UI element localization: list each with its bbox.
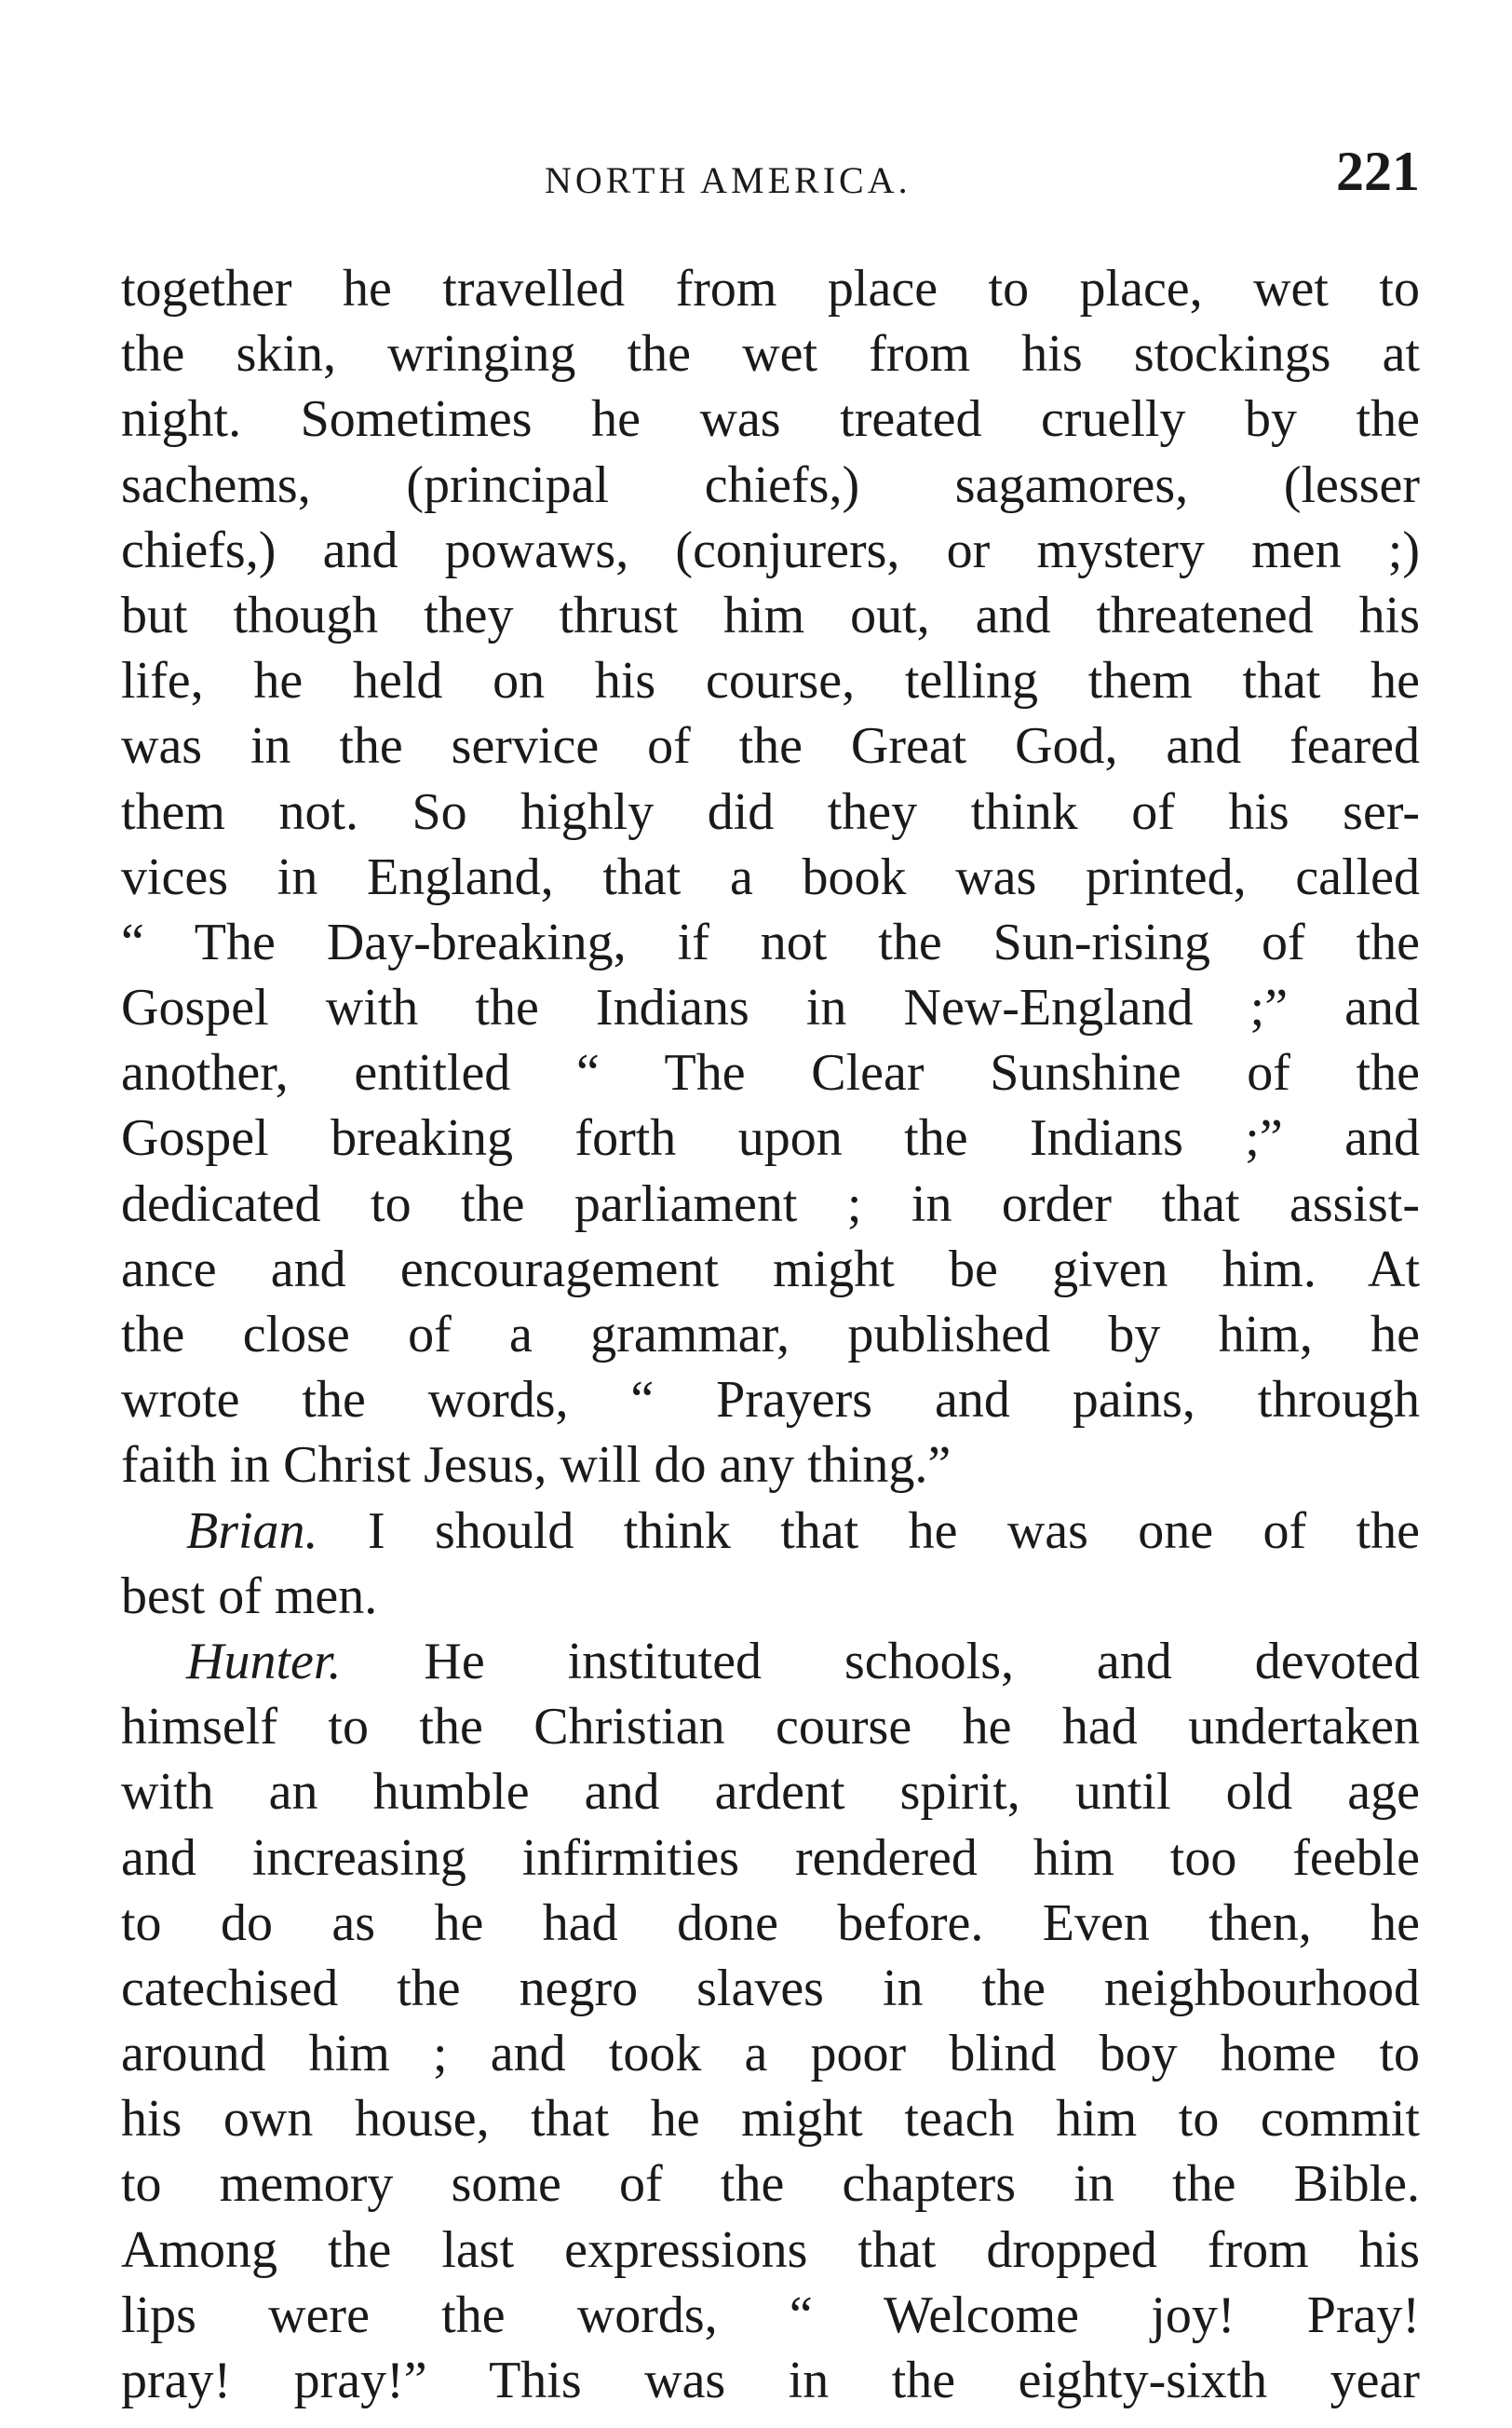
paragraph-brian (121, 1499, 1420, 1629)
body-text (121, 256, 1420, 2413)
dialogue-first-line (121, 1629, 1420, 1694)
dialogue-text: I should think that he was one of the (317, 1501, 1420, 1560)
text-line: night. Sometimes he was treated cruelly by the (121, 390, 1420, 449)
text-line: sachems, (principal chiefs,) sagamores, (lesser (121, 455, 1420, 514)
paragraph-continuation (121, 256, 1420, 1499)
text-line: pray! pray!” This was in the eighty-sixth year (121, 2352, 1420, 2409)
text-line: catechised the negro slaves in the neighbourhood (121, 1959, 1420, 2017)
text-line: together he travelled from place to place, wet to (121, 260, 1420, 318)
text-line: best of men. (121, 1567, 378, 1625)
text-line: and increasing infirmities rendered him too feeble (121, 1828, 1420, 1887)
text-line: Gospel with the Indians in New-England ;” and (121, 979, 1420, 1038)
text-line: them not. So highly did they think of his ser- (121, 782, 1420, 841)
running-head (121, 140, 1420, 214)
text-line: Gospel breaking forth upon the Indians ;” and (121, 1109, 1420, 1168)
text-line: chiefs,) and powaws, (conjurers, or mystery men ;) (121, 521, 1420, 579)
text-line: ance and encouragement might be given him. At (121, 1240, 1420, 1298)
text-line: Among the last expressions that dropped from his (121, 2220, 1420, 2279)
dialogue-text: He instituted schools, and devoted (341, 1632, 1420, 1690)
text-line: around him ; and took a poor blind boy home to (121, 2025, 1420, 2083)
text-line: his own house, that he might teach him to commit (121, 2090, 1420, 2149)
speaker-name: Hunter. (186, 1632, 342, 1690)
text-line: vices in England, that a book was printed, called (121, 848, 1420, 906)
paragraph-hunter (121, 1629, 1420, 2413)
page-number: 221 (1336, 141, 1420, 202)
text-line: lips were the words, “ Welcome joy! Pray! (121, 2286, 1420, 2344)
text-line: himself to the Christian course he had undertaken (121, 1698, 1420, 1757)
text-line: the close of a grammar, published by him, he (121, 1306, 1420, 1363)
text-line: was in the service of the Great God, and feared (121, 717, 1420, 776)
text-line: faith in Christ Jesus, will do any thing.” (121, 1436, 952, 1495)
text-line: another, entitled “ The Clear Sunshine of the (121, 1044, 1420, 1103)
text-line: but though they thrust him out, and threatened his (121, 586, 1420, 644)
speaker-name: Brian. (186, 1501, 318, 1560)
text-line: life, he held on his course, telling them that he (121, 652, 1420, 711)
text-line: wrote the words, “ Prayers and pains, through (121, 1371, 1420, 1430)
running-title: NORTH AMERICA. (545, 159, 911, 201)
text-line: to do as he had done before. Even then, he (121, 1893, 1420, 1952)
text-line: to memory some of the chapters in the Bible. (121, 2155, 1420, 2214)
dialogue-first-line (121, 1499, 1420, 1564)
text-line: dedicated to the parliament ; in order that assist- (121, 1174, 1420, 1233)
text-line: with an humble and ardent spirit, until old age (121, 1763, 1420, 1822)
text-line: the skin, wringing the wet from his stockings at (121, 325, 1420, 384)
text-line: “ The Day-breaking, if not the Sun-rising of the (121, 913, 1420, 971)
